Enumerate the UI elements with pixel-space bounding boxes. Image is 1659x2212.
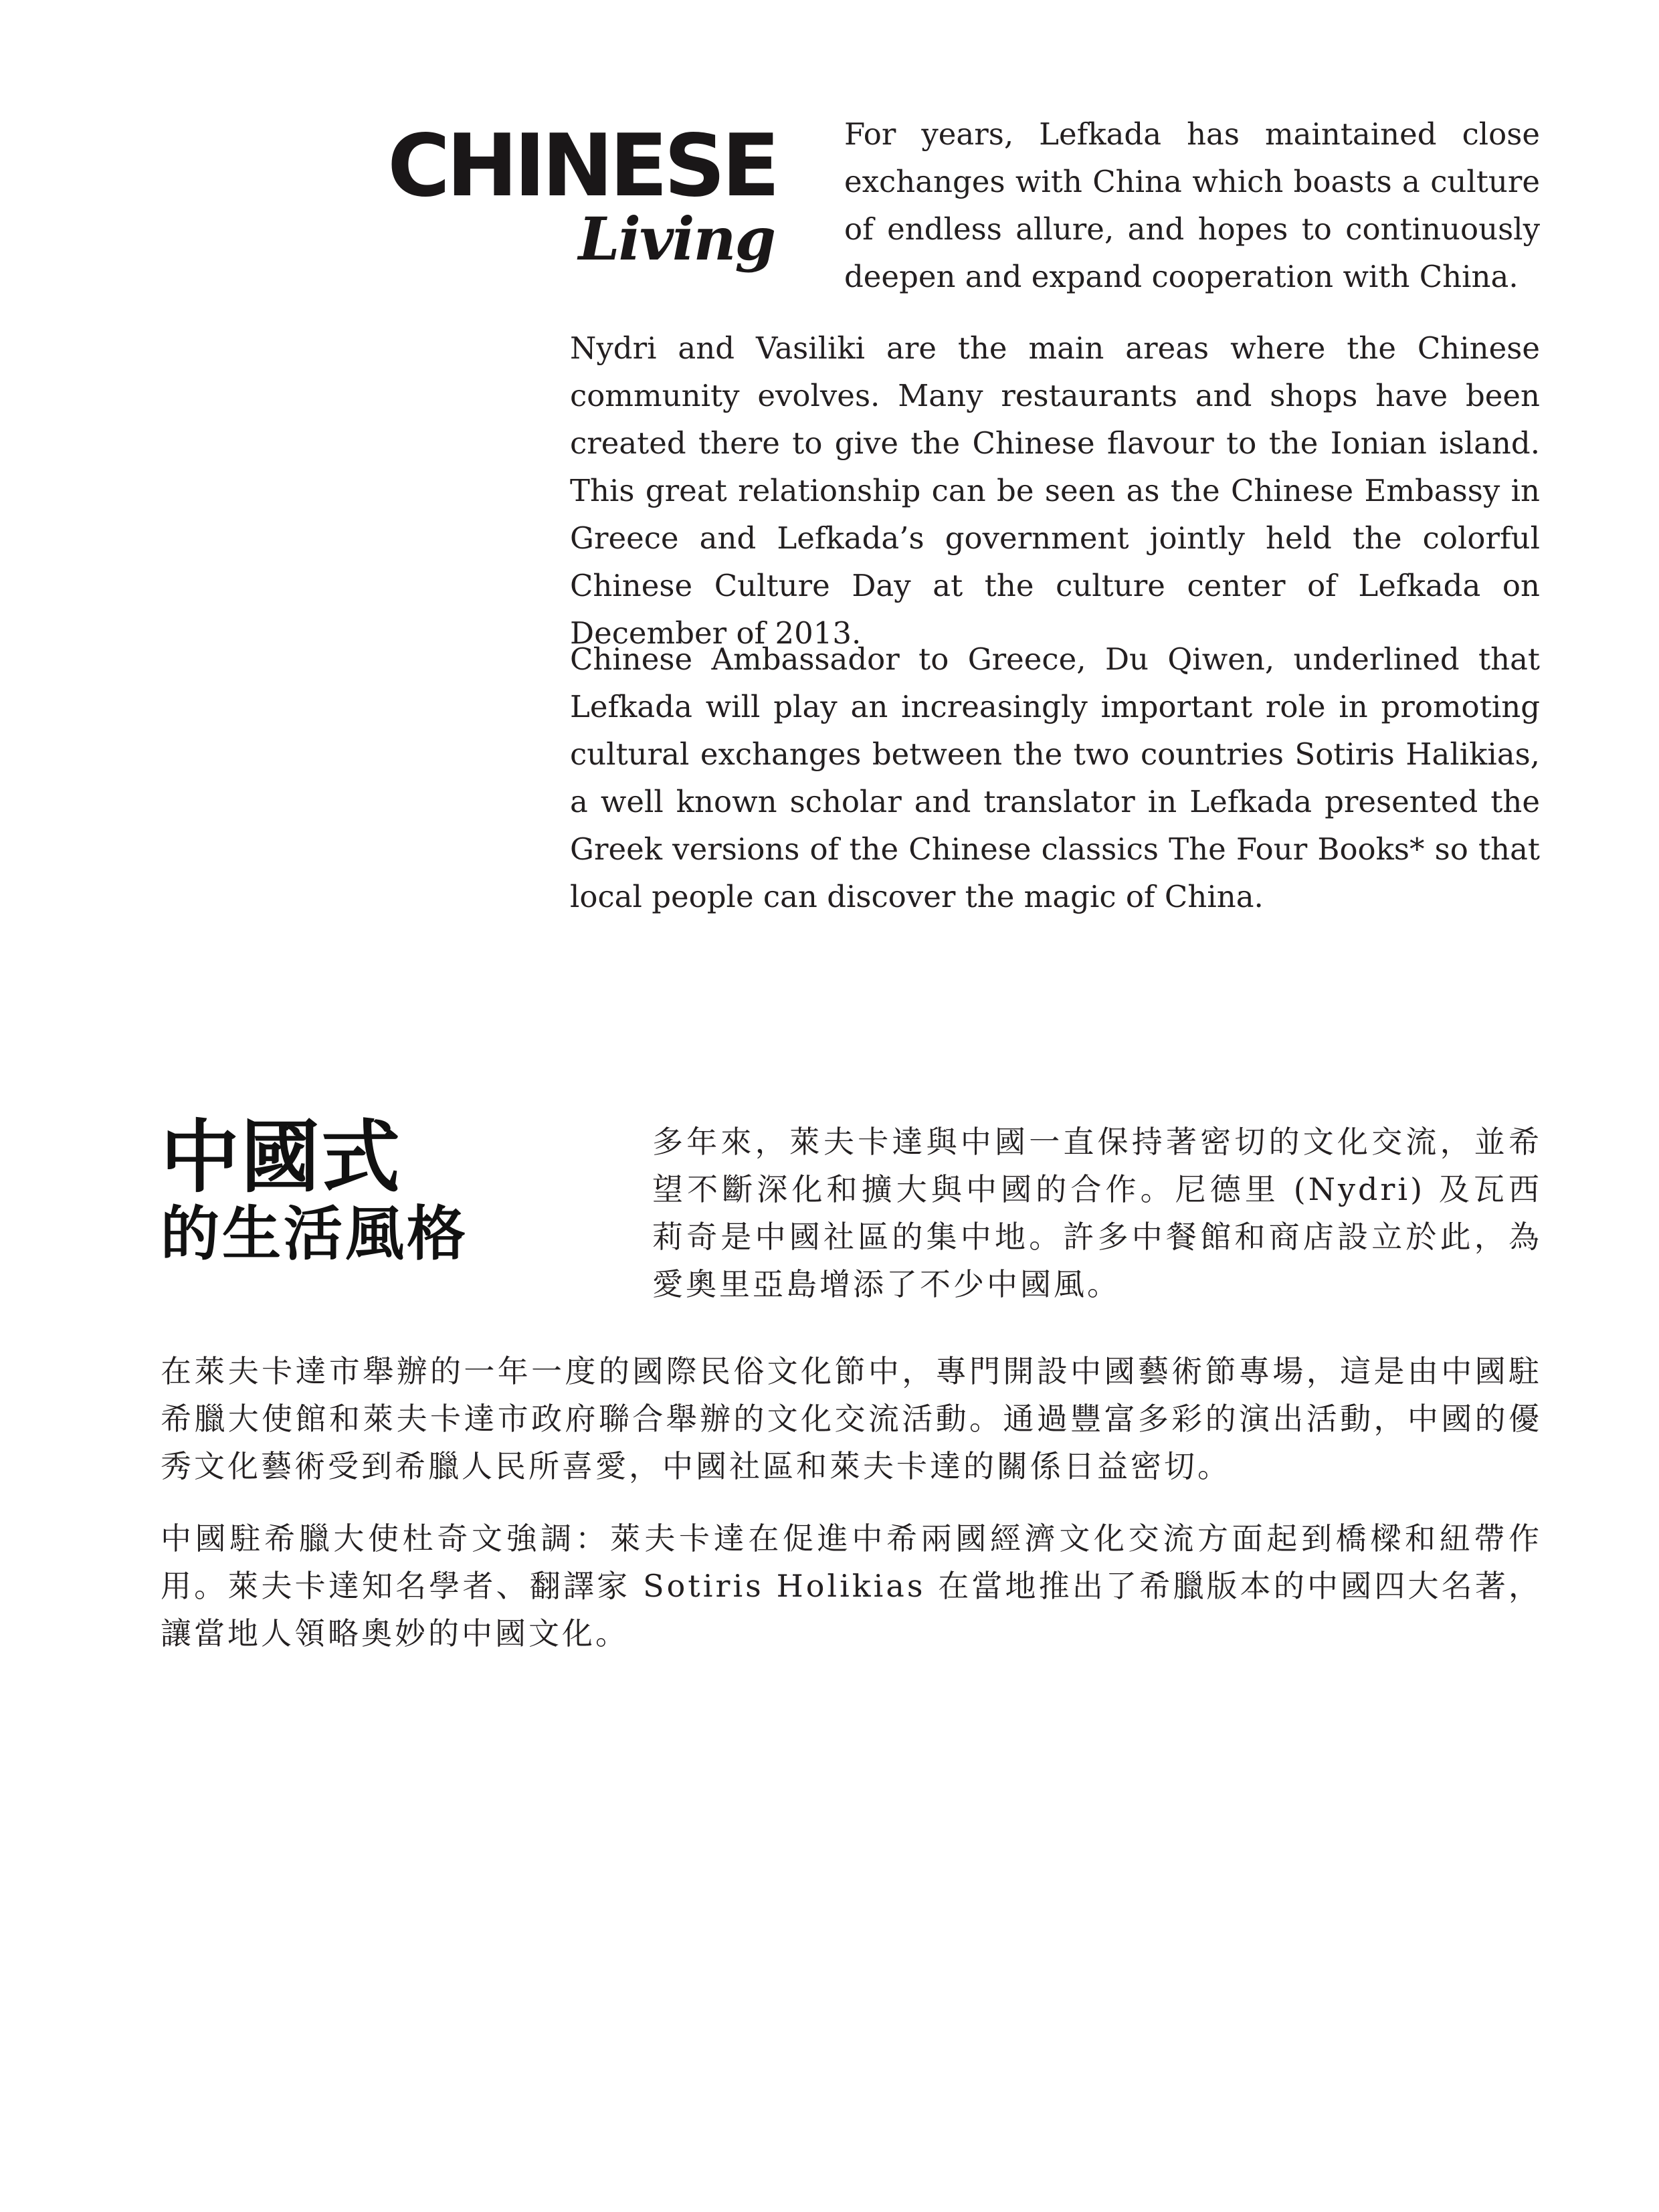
chinese-title-sub: 的生活風格 (161, 1199, 469, 1268)
chinese-title-main: 中國式 (161, 1111, 402, 1203)
english-title-main: CHINESE (387, 116, 776, 216)
chinese-intro-paragraph: 多年來，萊夫卡達與中國一直保持著密切的文化交流，並希望不斷深化和擴大與中國的合作。尼德里 (Nydri) 及瓦西莉奇是中國社區的集中地。許多中餐館和商店設立於此，為愛奧里亞島增添了不少中國風。 (652, 1124, 1542, 1302)
english-intro-paragraph: For years, Lefkada has maintained close exchanges with China which boasts a culture of endless allure, and hopes to continuously deepen and expand cooperation with China. (844, 116, 1540, 294)
english-title-block (387, 116, 776, 284)
english-paragraph-1: Nydri and Vasiliki are the main areas where the Chinese community evolves. Many restaurants and shops have been created there to give the Chinese flavour to the Ionian island. This great relationship can be seen as the Chinese Embassy in Greece and Lefkada’s government jointly held the colorful Chinese Culture Day at the culture center of Lefkada on December of 2013. (570, 330, 1540, 651)
chinese-title-block (161, 1111, 535, 1268)
english-title-sub: Living (578, 204, 775, 274)
english-paragraph-2: Chinese Ambassador to Greece, Du Qiwen, underlined that Lefkada will play an increasingly important role in promoting cultural exchanges between the two countries Sotiris Halikias, a well known scholar and translator in Lefkada presented the Greek versions of the Chinese classics The Four Books* so that local people can discover the magic of China. (570, 641, 1540, 914)
chinese-paragraph-2: 中國駐希臘大使杜奇文強調：萊夫卡達在促進中希兩國經濟文化交流方面起到橋樑和紐帶作用。萊夫卡達知名學者、翻譯家 Sotiris Holikias 在當地推出了希臘版本的中國四大名著，讓當地人領略奧妙的中國文化。 (161, 1520, 1542, 1651)
chinese-paragraph-1: 在萊夫卡達市舉辦的一年一度的國際民俗文化節中，專門開設中國藝術節專場，這是由中國駐希臘大使館和萊夫卡達市政府聯合舉辦的文化交流活動。通過豐富多彩的演出活動，中國的優秀文化藝術受到希臘人民所喜愛，中國社區和萊夫卡達的關係日益密切。 (161, 1353, 1542, 1484)
